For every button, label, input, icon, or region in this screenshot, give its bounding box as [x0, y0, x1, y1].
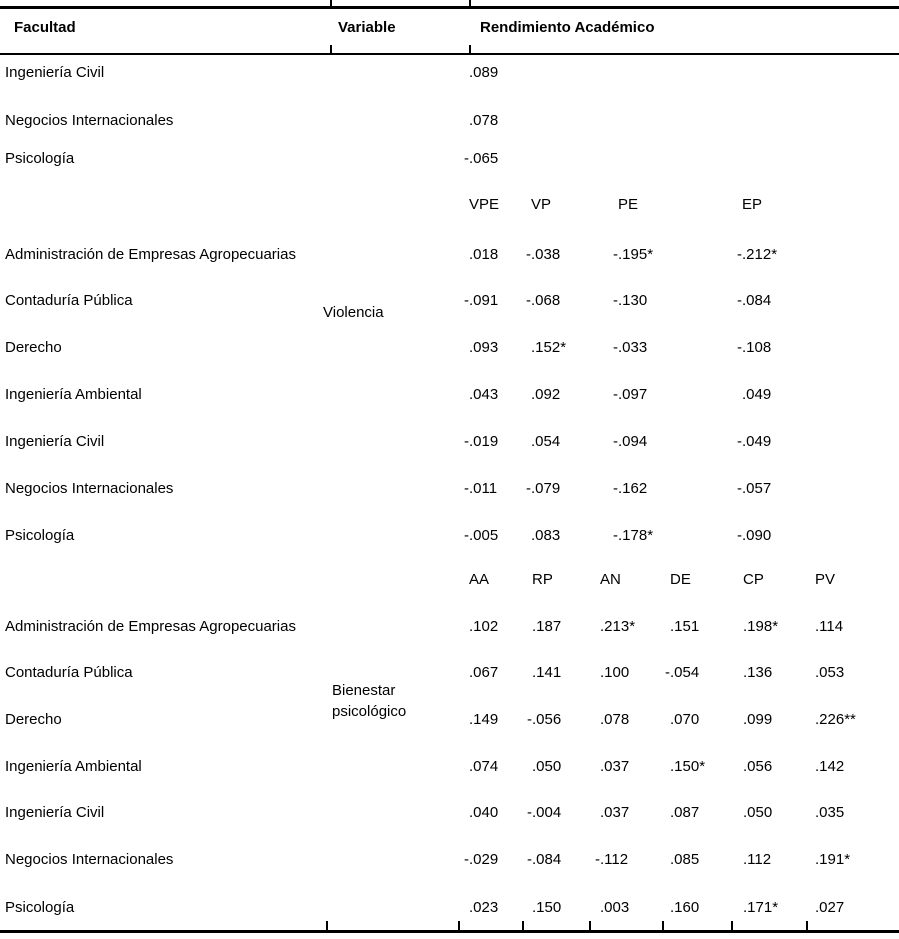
table-row [0, 661, 899, 685]
value-cell: .150 [532, 899, 562, 916]
faculty-label: Derecho [5, 339, 62, 356]
value-cell: .102 [469, 618, 499, 635]
value-cell: -.004 [527, 804, 562, 821]
faculty-label: Derecho [5, 711, 62, 728]
value-cell: .226** [815, 711, 856, 728]
column-header-variable: Variable [338, 19, 396, 36]
faculty-label: Administración de Empresas Agropecuarias [5, 618, 296, 635]
faculty-label: Contaduría Pública [5, 664, 133, 681]
value-cell: .198* [743, 618, 779, 635]
subcolumn-header: PE [618, 196, 639, 213]
faculty-label: Ingeniería Ambiental [5, 386, 142, 403]
value-cell: .149 [469, 711, 499, 728]
table-row [0, 708, 899, 732]
table-header-underline [0, 53, 899, 55]
faculty-label: Psicología [5, 150, 75, 167]
value-cell: .078 [469, 112, 499, 129]
column-header-rendimiento: Rendimiento Académico [480, 19, 655, 36]
value-cell: .037 [600, 804, 630, 821]
faculty-label: Ingeniería Civil [5, 64, 105, 81]
subcolumns-header-row [0, 568, 899, 592]
faculty-label: Negocios Internacionales [5, 112, 174, 129]
value-cell: .050 [743, 804, 773, 821]
value-cell: .053 [815, 664, 845, 681]
table-row [0, 755, 899, 779]
faculty-label: Contaduría Pública [5, 292, 133, 309]
value-cell: -.084 [527, 851, 562, 868]
value-cell: .191* [815, 851, 851, 868]
subcolumn-header: RP [532, 571, 553, 588]
value-cell: .160 [670, 899, 700, 916]
value-cell: .050 [532, 758, 562, 775]
cell-boundary-tick [522, 921, 524, 933]
cell-boundary-tick [326, 921, 328, 933]
table-row [0, 61, 899, 85]
value-cell: -.094 [613, 433, 648, 450]
subcolumn-header: PV [815, 571, 836, 588]
value-cell: .152* [531, 339, 567, 356]
faculty-label: Ingeniería Civil [5, 804, 105, 821]
value-cell: .037 [600, 758, 630, 775]
value-cell: .083 [531, 527, 561, 544]
variable-label-bienestar-line2: psicológico [332, 703, 407, 720]
value-cell: .100 [600, 664, 630, 681]
table-row [0, 336, 899, 360]
cell-boundary-tick [589, 921, 591, 933]
table-row [0, 615, 899, 639]
subcolumn-header: AN [600, 571, 621, 588]
table-top-border [0, 6, 899, 9]
table-row [0, 430, 899, 454]
subcolumn-header: EP [742, 196, 763, 213]
cell-boundary-tick [469, 0, 471, 9]
value-cell: -.108 [737, 339, 772, 356]
value-cell: .213* [600, 618, 636, 635]
value-cell: .056 [743, 758, 773, 775]
variable-label-violencia: Violencia [323, 304, 384, 321]
value-cell: -.084 [737, 292, 772, 309]
cell-boundary-tick [806, 921, 808, 933]
cell-boundary-tick [330, 45, 332, 55]
faculty-label: Negocios Internacionales [5, 480, 174, 497]
value-cell: .049 [742, 386, 772, 403]
column-header-facultad: Facultad [14, 19, 76, 36]
value-cell: .136 [743, 664, 773, 681]
value-cell: .114 [815, 618, 844, 635]
value-cell: -.130 [613, 292, 648, 309]
table-row [0, 524, 899, 548]
value-cell: .150* [670, 758, 706, 775]
faculty-label: Ingeniería Ambiental [5, 758, 142, 775]
value-cell: -.091 [464, 292, 499, 309]
value-cell: .099 [743, 711, 773, 728]
value-cell: -.033 [613, 339, 648, 356]
value-cell: -.090 [737, 527, 772, 544]
cell-boundary-tick [458, 921, 460, 933]
value-cell: -.195* [613, 246, 654, 263]
faculty-label: Negocios Internacionales [5, 851, 174, 868]
value-cell: -.049 [737, 433, 772, 450]
faculty-label: Administración de Empresas Agropecuarias [5, 246, 296, 263]
value-cell: .018 [469, 246, 499, 263]
value-cell: -.097 [613, 386, 648, 403]
value-cell: -.162 [613, 480, 648, 497]
faculty-label: Psicología [5, 527, 75, 544]
value-cell: -.054 [665, 664, 700, 681]
value-cell: -.057 [737, 480, 772, 497]
faculty-label: Psicología [5, 899, 75, 916]
value-cell: .067 [469, 664, 499, 681]
value-cell: -.068 [526, 292, 561, 309]
subcolumn-header: CP [743, 571, 764, 588]
table-row [0, 848, 899, 872]
table-bottom-border [0, 930, 899, 933]
table-row [0, 801, 899, 825]
value-cell: .023 [469, 899, 499, 916]
table-row [0, 289, 899, 313]
subcolumn-header: AA [469, 571, 490, 588]
value-cell: -.056 [527, 711, 562, 728]
subcolumn-header: VP [531, 196, 552, 213]
cell-boundary-tick [469, 45, 471, 55]
value-cell: .093 [469, 339, 499, 356]
value-cell: .141 [532, 664, 562, 681]
variable-label-bienestar-line1: Bienestar [332, 682, 396, 699]
table-row [0, 147, 899, 171]
value-cell: -.029 [464, 851, 499, 868]
value-cell: -.178* [613, 527, 654, 544]
value-cell: .074 [469, 758, 499, 775]
value-cell: .027 [815, 899, 845, 916]
table-row [0, 243, 899, 267]
table-row [0, 896, 899, 920]
subcolumn-header: VPE [469, 196, 500, 213]
value-cell: -.212* [737, 246, 778, 263]
value-cell: .142 [815, 758, 845, 775]
value-cell: -.011 [464, 480, 498, 497]
value-cell: .054 [531, 433, 561, 450]
value-cell: -.112 [595, 851, 629, 868]
value-cell: -.005 [464, 527, 499, 544]
value-cell: .040 [469, 804, 499, 821]
subcolumn-header: DE [670, 571, 691, 588]
value-cell: -.038 [526, 246, 561, 263]
value-cell: .089 [469, 64, 499, 81]
cell-boundary-tick [731, 921, 733, 933]
value-cell: -.019 [464, 433, 499, 450]
value-cell: .151 [670, 618, 700, 635]
value-cell: .003 [600, 899, 630, 916]
value-cell: .087 [670, 804, 700, 821]
value-cell: .070 [670, 711, 700, 728]
table-row [0, 477, 899, 501]
table-row [0, 383, 899, 407]
value-cell: .035 [815, 804, 845, 821]
value-cell: .085 [670, 851, 700, 868]
value-cell: .187 [532, 618, 562, 635]
value-cell: -.079 [526, 480, 561, 497]
value-cell: .171* [743, 899, 779, 916]
table-header-row [0, 16, 899, 40]
value-cell: .043 [469, 386, 499, 403]
value-cell: .092 [531, 386, 561, 403]
cell-boundary-tick [330, 0, 332, 9]
cell-boundary-tick [662, 921, 664, 933]
value-cell: .078 [600, 711, 630, 728]
subcolumns-header-row [0, 193, 899, 217]
faculty-label: Ingeniería Civil [5, 433, 105, 450]
value-cell: .112 [743, 851, 772, 868]
value-cell: -.065 [464, 150, 499, 167]
table-row [0, 109, 899, 133]
